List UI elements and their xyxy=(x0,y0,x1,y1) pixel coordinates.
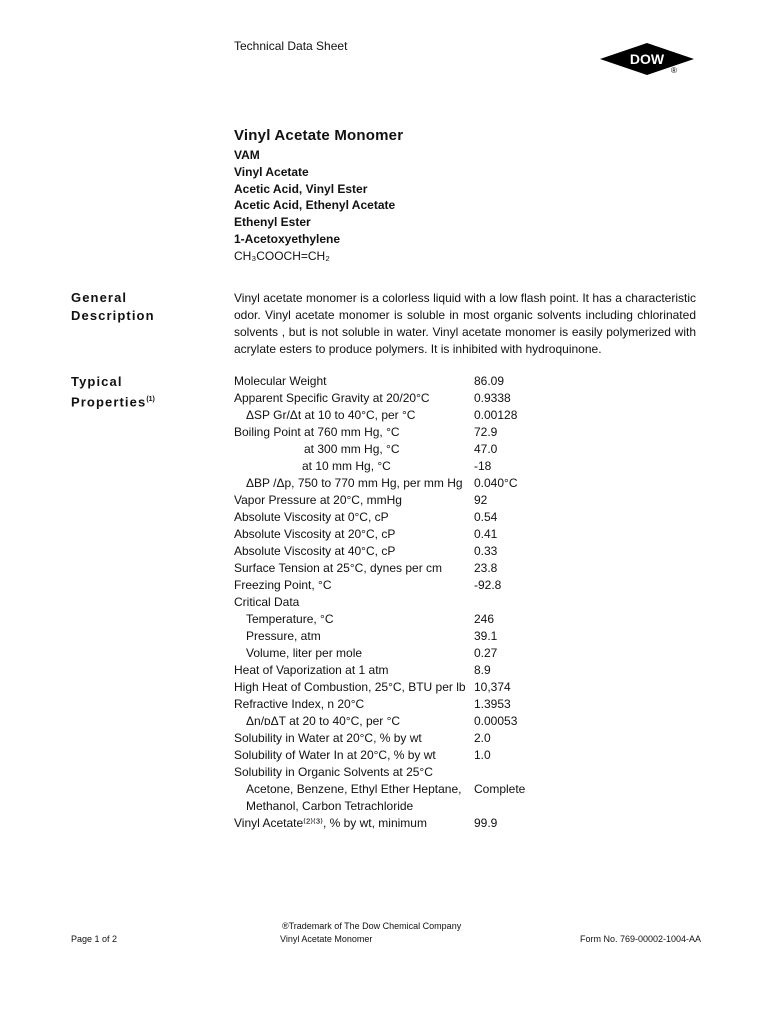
property-row xyxy=(234,560,674,577)
synonym: Ethenyl Ester xyxy=(234,215,311,230)
property-row xyxy=(234,543,674,560)
footer-product-name: Vinyl Acetate Monomer xyxy=(280,934,373,944)
property-name: Absolute Viscosity at 40°C, cP xyxy=(234,544,396,558)
property-name: at 300 mm Hg, °C xyxy=(304,442,400,456)
property-value: Complete xyxy=(474,782,526,796)
property-row xyxy=(234,815,674,832)
property-name: ΔBP /Δp, 750 to 770 mm Hg, per mm Hg xyxy=(246,476,463,490)
logo-wordmark: DOW xyxy=(629,51,665,67)
property-name: Absolute Viscosity at 0°C, cP xyxy=(234,510,389,524)
property-value: 92 xyxy=(474,493,488,507)
property-value: 47.0 xyxy=(474,442,498,456)
property-row xyxy=(234,526,674,543)
property-row xyxy=(234,645,674,662)
property-name: Absolute Viscosity at 20°C, cP xyxy=(234,527,396,541)
property-name: Volume, liter per mole xyxy=(246,646,363,660)
property-value: 2.0 xyxy=(474,731,491,745)
footnote-marker: (1) xyxy=(146,395,155,403)
property-name: ΔSP Gr/Δt at 10 to 40°C, per °C xyxy=(246,408,416,422)
property-value: 1.3953 xyxy=(474,697,511,711)
property-value: 0.41 xyxy=(474,527,498,541)
property-name: Critical Data xyxy=(234,595,300,609)
property-name: Vapor Pressure at 20°C, mmHg xyxy=(234,493,402,507)
property-row xyxy=(234,781,674,798)
property-row xyxy=(234,390,674,407)
synonym: Acetic Acid, Vinyl Ester xyxy=(234,181,368,196)
property-name: Boiling Point at 760 mm Hg, °C xyxy=(234,425,400,439)
property-name: High Heat of Combustion, 25°C, BTU per lb xyxy=(234,680,466,694)
property-name: Vinyl Acetate⁽²⁾⁽³⁾, % by wt, minimum xyxy=(234,816,427,830)
property-value: 99.9 xyxy=(474,816,498,830)
synonym: 1-Acetoxyethylene xyxy=(234,231,341,246)
property-value: 39.1 xyxy=(474,629,498,643)
form-number: Form No. 769-00002-1004-AA xyxy=(580,934,702,944)
property-value: -92.8 xyxy=(474,578,502,592)
property-value: 0.040°C xyxy=(474,476,518,490)
typical-properties-heading xyxy=(71,373,155,410)
property-value: 86.09 xyxy=(474,374,505,388)
property-row xyxy=(234,679,674,696)
property-row xyxy=(234,764,674,781)
property-row xyxy=(234,407,674,424)
product-synonyms xyxy=(234,147,594,265)
property-row xyxy=(234,424,674,441)
property-name: Temperature, °C xyxy=(246,612,334,626)
dow-diamond-logo xyxy=(598,42,696,76)
synonym: Acetic Acid, Ethenyl Acetate xyxy=(234,198,396,213)
property-row xyxy=(234,441,674,458)
registered-mark: ® xyxy=(671,66,677,75)
property-name: Solubility of Water In at 20°C, % by wt xyxy=(234,748,436,762)
property-value: 72.9 xyxy=(474,425,498,439)
property-name: Methanol, Carbon Tetrachloride xyxy=(246,799,414,813)
chemical-formula: CH₃COOCH=CH₂ xyxy=(234,248,330,263)
property-row xyxy=(234,492,674,509)
property-name: Refractive Index, n 20°C xyxy=(234,697,365,711)
property-value: -18 xyxy=(474,459,492,473)
property-row xyxy=(234,696,674,713)
property-value: 246 xyxy=(474,612,495,626)
page-number: Page 1 of 2 xyxy=(71,934,118,944)
property-row xyxy=(234,662,674,679)
property-row xyxy=(234,628,674,645)
property-row xyxy=(234,611,674,628)
property-name: Pressure, atm xyxy=(246,629,321,643)
property-value: 8.9 xyxy=(474,663,491,677)
property-row xyxy=(234,747,674,764)
property-name: Freezing Point, °C xyxy=(234,578,332,592)
property-name: Acetone, Benzene, Ethyl Ether Heptane, xyxy=(246,782,462,796)
property-name: Δn/ᴅΔT at 20 to 40°C, per °C xyxy=(246,714,401,728)
typical-properties-table xyxy=(234,373,674,832)
property-name: Heat of Vaporization at 1 atm xyxy=(234,663,389,677)
property-name: Molecular Weight xyxy=(234,374,327,388)
property-row xyxy=(234,475,674,492)
property-row xyxy=(234,458,674,475)
property-value: 0.27 xyxy=(474,646,498,660)
property-value: 23.8 xyxy=(474,561,498,575)
property-row xyxy=(234,373,674,390)
property-value: 1.0 xyxy=(474,748,491,762)
property-name: Solubility in Water at 20°C, % by wt xyxy=(234,731,422,745)
property-row xyxy=(234,730,674,747)
property-row xyxy=(234,509,674,526)
general-description-text: Vinyl acetate monomer is a colorless liquid with a low flash point. It has a characteristic odor. Vinyl acetate monomer is soluble in most organic solvents including chlorinated solvents , but is not soluble in water. Vinyl acetate monomer is easily polymerized with acrylate esters to produce polymers. It is inhibited with hydroquinone. xyxy=(234,291,696,356)
property-name: Solubility in Organic Solvents at 25°C xyxy=(234,765,433,779)
property-value: 0.9338 xyxy=(474,391,511,405)
property-row xyxy=(234,594,674,611)
product-title: Vinyl Acetate Monomer xyxy=(234,127,404,144)
synonym: Vinyl Acetate xyxy=(234,164,309,179)
property-row xyxy=(234,577,674,594)
trademark-note: ®Trademark of The Dow Chemical Company xyxy=(282,921,462,931)
property-value: 0.54 xyxy=(474,510,498,524)
property-value: 0.00128 xyxy=(474,408,518,422)
property-row xyxy=(234,713,674,730)
property-value: 0.33 xyxy=(474,544,498,558)
synonym: VAM xyxy=(234,148,260,162)
document-type-label: Technical Data Sheet xyxy=(234,39,348,53)
property-value: 0.00053 xyxy=(474,714,518,728)
property-row xyxy=(234,798,674,815)
property-name: at 10 mm Hg, °C xyxy=(302,459,391,473)
property-value: 10,374 xyxy=(474,680,511,694)
property-name: Surface Tension at 25°C, dynes per cm xyxy=(234,561,443,575)
typical-properties-heading-text: Typical Properties xyxy=(71,374,147,409)
property-name: Apparent Specific Gravity at 20/20°C xyxy=(234,391,430,405)
general-description-heading: General Description xyxy=(71,290,155,323)
